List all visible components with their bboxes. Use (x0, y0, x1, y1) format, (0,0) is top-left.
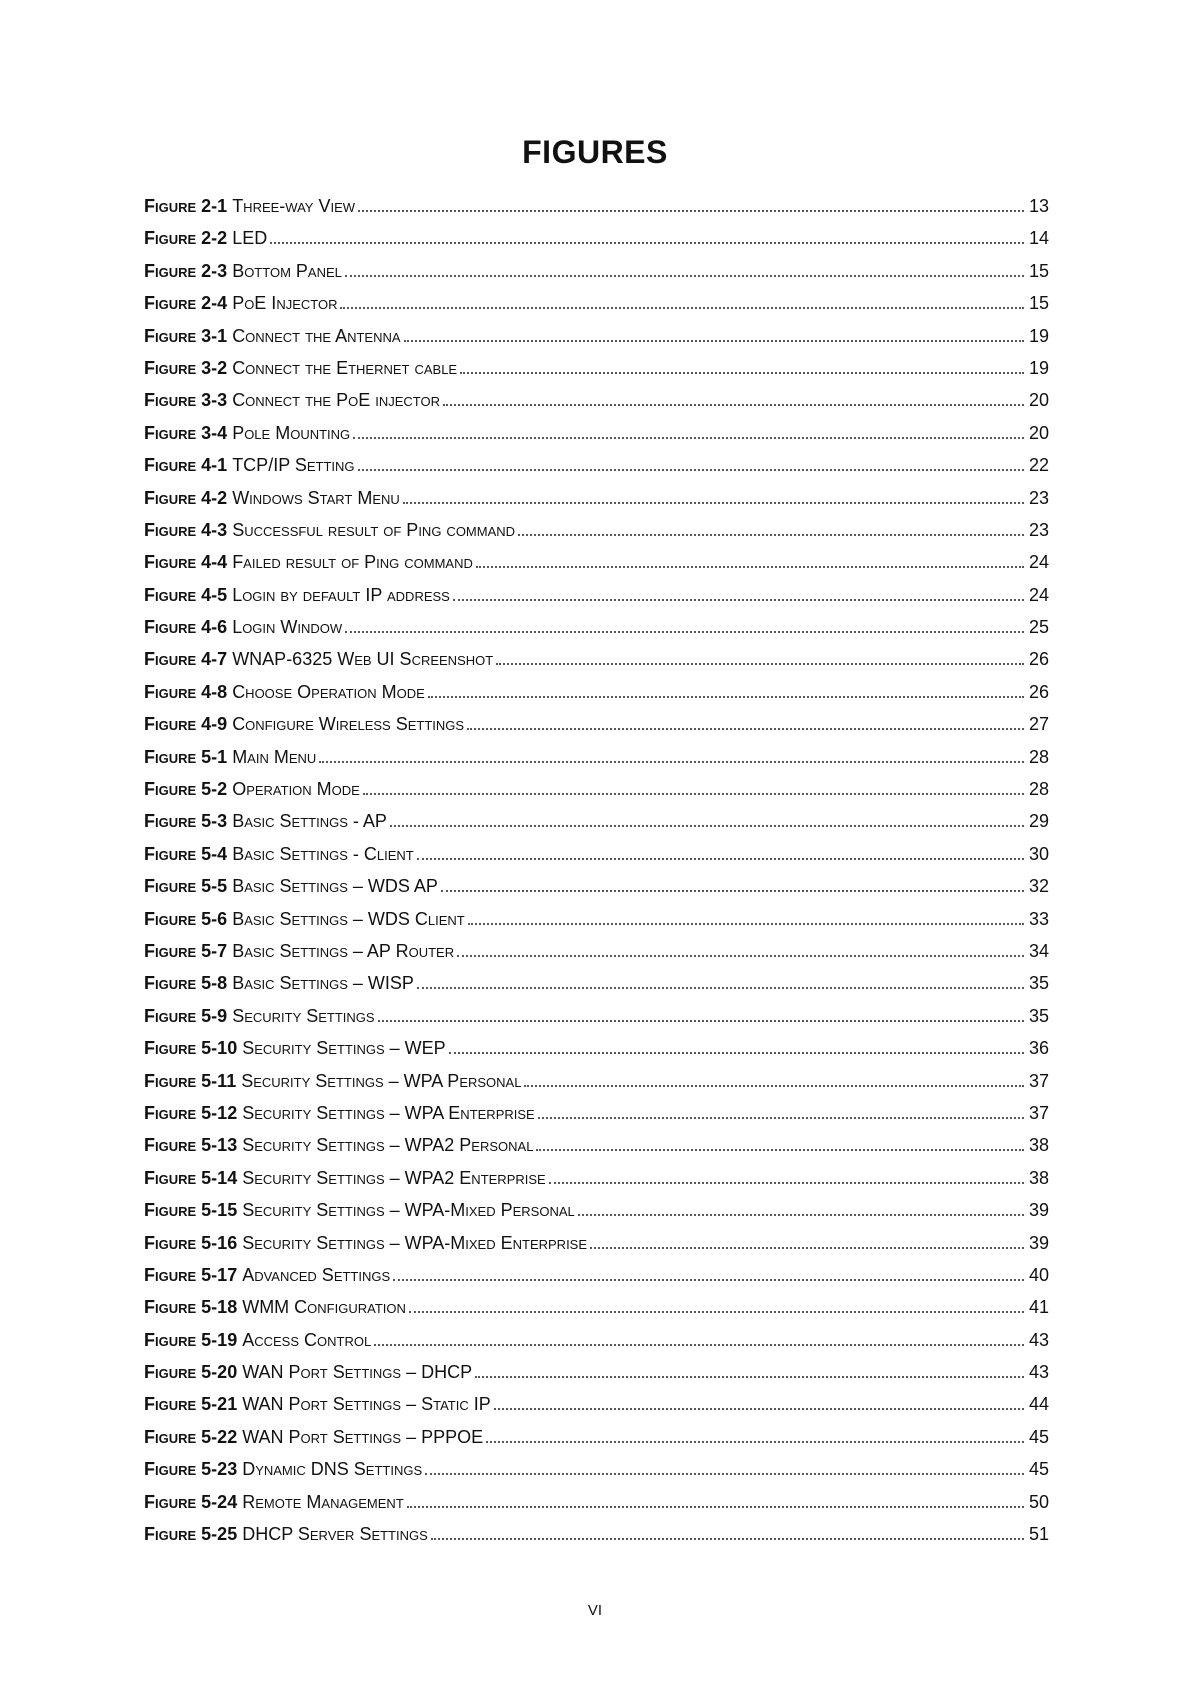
figure-label: Figure (144, 1264, 197, 1285)
figure-number: 2-4 (201, 293, 228, 314)
figure-number: 2-3 (201, 260, 228, 281)
figure-label: Figure (144, 681, 197, 702)
figure-caption: Configure Wireless Settings (232, 714, 465, 735)
figure-caption: WMM Configuration (242, 1297, 406, 1318)
figure-caption: Connect the Ethernet cable (232, 357, 458, 378)
figure-label: Figure (144, 714, 197, 735)
figure-label: Figure (144, 1070, 197, 1091)
toc-entry[interactable] (144, 1492, 1049, 1524)
toc-entry[interactable] (144, 196, 1049, 228)
figure-caption: Remote Management (242, 1491, 404, 1512)
page-number: 51 (1028, 1524, 1049, 1545)
figure-number: 4-1 (201, 455, 228, 476)
toc-entry[interactable] (144, 1265, 1049, 1297)
page-title: FIGURES (522, 134, 668, 170)
dot-leader (467, 728, 1024, 730)
figure-caption: Operation Mode (232, 779, 360, 800)
dot-leader (353, 437, 1024, 439)
dot-leader (378, 1020, 1024, 1022)
figure-label: Figure (144, 357, 197, 378)
figure-number: 5-4 (201, 843, 228, 864)
figure-number: 2-2 (201, 228, 228, 249)
figure-number: 5-3 (201, 811, 228, 832)
figure-label: Figure (144, 940, 197, 961)
toc-entry[interactable] (144, 682, 1049, 714)
figure-caption: Pole Mounting (232, 422, 351, 443)
toc-entry[interactable] (144, 1038, 1049, 1070)
dot-leader (403, 502, 1024, 504)
page-number: 24 (1028, 584, 1049, 605)
dot-leader (486, 1441, 1024, 1443)
toc-entry[interactable] (144, 649, 1049, 681)
figure-number: 5-11 (201, 1070, 237, 1091)
figure-label: Figure (144, 908, 197, 929)
figure-number: 4-4 (201, 552, 228, 573)
toc-entry[interactable] (144, 876, 1049, 908)
page-number: 41 (1028, 1297, 1049, 1318)
figure-number: 3-1 (201, 325, 228, 346)
dot-leader (449, 1052, 1024, 1054)
dot-leader (340, 307, 1024, 309)
page-number: 26 (1028, 681, 1049, 702)
dot-leader (538, 1117, 1024, 1119)
page-number: 13 (1028, 196, 1049, 216)
figure-number: 5-8 (201, 973, 228, 994)
dot-leader (358, 210, 1024, 212)
dot-leader (319, 761, 1024, 763)
figure-number: 5-18 (201, 1297, 238, 1318)
toc-entry[interactable] (144, 585, 1049, 617)
page-number: 30 (1028, 843, 1049, 864)
page-number: 40 (1028, 1264, 1049, 1285)
figure-caption: Bottom Panel (232, 260, 342, 281)
figure-label: Figure (144, 390, 197, 411)
toc-entry[interactable] (144, 488, 1049, 520)
dot-leader (345, 275, 1024, 277)
page-number: 26 (1028, 649, 1049, 670)
figure-number: 3-4 (201, 422, 228, 443)
toc-entry[interactable] (144, 1006, 1049, 1038)
figure-label: Figure (144, 487, 197, 508)
figure-caption: Security Settings – WPA-Mixed Personal (242, 1200, 575, 1221)
figure-caption: Main Menu (232, 746, 317, 767)
figure-label: Figure (144, 1329, 197, 1350)
dot-leader (358, 469, 1024, 471)
figure-caption: Security Settings – WEP (242, 1038, 446, 1059)
figure-caption: Windows Start Menu (232, 487, 400, 508)
figure-label: Figure (144, 811, 197, 832)
figure-caption: LED (232, 228, 268, 249)
figure-caption: Security Settings – WPA Personal (241, 1070, 522, 1091)
toc-entry[interactable] (144, 1394, 1049, 1426)
figure-number: 4-5 (201, 584, 228, 605)
dot-leader (524, 1085, 1024, 1087)
figure-caption: Choose Operation Mode (232, 681, 425, 702)
figure-label: Figure (144, 1167, 197, 1188)
figure-number: 5-25 (201, 1524, 238, 1545)
figure-caption: Login Window (232, 617, 343, 638)
page-number: 15 (1028, 293, 1049, 314)
page-number: 19 (1028, 325, 1049, 346)
figure-number: 5-9 (201, 1005, 228, 1026)
figure-number: 5-12 (201, 1102, 238, 1123)
page-number: 35 (1028, 1005, 1049, 1026)
page-number: 39 (1028, 1232, 1049, 1253)
table-of-figures (144, 196, 1049, 1556)
dot-leader (393, 1279, 1024, 1281)
figure-caption: Dynamic DNS Settings (242, 1459, 423, 1480)
dot-leader (409, 1311, 1024, 1313)
toc-entry[interactable] (144, 1071, 1049, 1103)
dot-leader (345, 631, 1024, 633)
figure-caption: Basic Settings – WDS Client (232, 908, 465, 929)
figure-label: Figure (144, 649, 197, 670)
figure-number: 4-3 (201, 519, 228, 540)
figure-number: 4-6 (201, 617, 228, 638)
figure-number: 5-17 (201, 1264, 238, 1285)
dot-leader (457, 955, 1024, 957)
dot-leader (549, 1182, 1024, 1184)
figure-caption: WAN Port Settings – PPPOE (242, 1426, 484, 1447)
toc-entry[interactable] (144, 747, 1049, 779)
toc-entry[interactable] (144, 779, 1049, 811)
figure-caption: Connect the Antenna (232, 325, 401, 346)
toc-entry[interactable] (144, 941, 1049, 973)
figure-number: 4-2 (201, 487, 228, 508)
figure-number: 3-3 (201, 390, 228, 411)
dot-leader (443, 404, 1024, 406)
figure-label: Figure (144, 1135, 197, 1156)
figure-number: 5-15 (201, 1200, 238, 1221)
toc-entry[interactable] (144, 261, 1049, 293)
figure-caption: Security Settings – WPA Enterprise (242, 1102, 535, 1123)
dot-leader (475, 1376, 1024, 1378)
toc-entry[interactable] (144, 455, 1049, 487)
page-number: 50 (1028, 1491, 1049, 1512)
dot-leader (270, 242, 1024, 244)
figure-label: Figure (144, 519, 197, 540)
figure-label: Figure (144, 617, 197, 638)
figure-number: 4-8 (201, 681, 228, 702)
figure-number: 4-7 (201, 649, 228, 670)
figure-number: 5-1 (201, 746, 228, 767)
figure-number: 2-1 (201, 196, 228, 216)
figure-caption: Advanced Settings (242, 1264, 391, 1285)
dot-leader (390, 825, 1024, 827)
toc-entry[interactable] (144, 1233, 1049, 1265)
page-number: 19 (1028, 357, 1049, 378)
toc-entry[interactable] (144, 1330, 1049, 1362)
figure-number: 5-23 (201, 1459, 238, 1480)
figure-caption: WNAP-6325 Web UI Screenshot (232, 649, 494, 670)
toc-entry[interactable] (144, 811, 1049, 843)
page-number: 34 (1028, 940, 1049, 961)
page-number: 45 (1028, 1426, 1049, 1447)
figure-label: Figure (144, 973, 197, 994)
figure-caption: TCP/IP Setting (232, 455, 355, 476)
dot-leader (536, 1149, 1024, 1151)
page-number: 15 (1028, 260, 1049, 281)
figure-number: 5-14 (201, 1167, 238, 1188)
page-number: 14 (1028, 228, 1049, 249)
page-number: 35 (1028, 973, 1049, 994)
figure-caption: Basic Settings - AP (232, 811, 387, 832)
figure-caption: Access Control (242, 1329, 372, 1350)
dot-leader (518, 534, 1024, 536)
figure-label: Figure (144, 843, 197, 864)
figure-label: Figure (144, 552, 197, 573)
figure-label: Figure (144, 422, 197, 443)
figure-number: 5-5 (201, 876, 228, 897)
page-number: 22 (1028, 455, 1049, 476)
page-number: 32 (1028, 876, 1049, 897)
figure-label: Figure (144, 1297, 197, 1318)
toc-entry[interactable] (144, 358, 1049, 390)
dot-leader (374, 1344, 1024, 1346)
toc-entry[interactable] (144, 844, 1049, 876)
figure-caption: Basic Settings - Client (232, 843, 414, 864)
toc-entry[interactable] (144, 390, 1049, 422)
figure-caption: Security Settings – WPA2 Personal (242, 1135, 534, 1156)
page-number: 23 (1028, 519, 1049, 540)
figure-label: Figure (144, 455, 197, 476)
page-footer-number: VI (587, 1602, 603, 1619)
toc-entry[interactable] (144, 973, 1049, 1005)
dot-leader (468, 923, 1024, 925)
figure-number: 5-19 (201, 1329, 238, 1350)
page-number: 28 (1028, 779, 1049, 800)
figure-number: 5-20 (201, 1362, 238, 1383)
dot-leader (578, 1214, 1024, 1216)
dot-leader (428, 696, 1024, 698)
page-number: 43 (1028, 1329, 1049, 1350)
toc-entry[interactable] (144, 293, 1049, 325)
figure-number: 3-2 (201, 357, 228, 378)
figure-number: 5-2 (201, 779, 228, 800)
figure-label: Figure (144, 1426, 197, 1447)
figure-number: 5-13 (201, 1135, 238, 1156)
figure-number: 4-9 (201, 714, 228, 735)
dot-leader (363, 793, 1024, 795)
figure-label: Figure (144, 584, 197, 605)
page-number: 20 (1028, 422, 1049, 443)
dot-leader (417, 987, 1024, 989)
page-number: 44 (1028, 1394, 1049, 1415)
toc-entry[interactable] (144, 552, 1049, 584)
figure-caption: Security Settings (232, 1005, 375, 1026)
dot-leader (417, 858, 1024, 860)
page-number: 38 (1028, 1135, 1049, 1156)
figure-label: Figure (144, 1394, 197, 1415)
figure-caption: Basic Settings – WISP (232, 973, 414, 994)
page-number: 20 (1028, 390, 1049, 411)
figure-label: Figure (144, 1200, 197, 1221)
dot-leader (431, 1538, 1024, 1540)
toc-entry[interactable] (144, 1200, 1049, 1232)
toc-entry[interactable] (144, 1135, 1049, 1167)
figure-caption: Basic Settings – WDS AP (232, 876, 438, 897)
page-number: 25 (1028, 617, 1049, 638)
page-number: 28 (1028, 746, 1049, 767)
figure-number: 5-24 (201, 1491, 238, 1512)
page-number: 36 (1028, 1038, 1049, 1059)
page-number: 37 (1028, 1070, 1049, 1091)
figure-label: Figure (144, 779, 197, 800)
page-number: 27 (1028, 714, 1049, 735)
toc-entry[interactable] (144, 1427, 1049, 1459)
figure-caption: Security Settings – WPA-Mixed Enterprise (242, 1232, 588, 1253)
figure-label: Figure (144, 325, 197, 346)
page-number: 43 (1028, 1362, 1049, 1383)
figure-number: 5-7 (201, 940, 228, 961)
figure-label: Figure (144, 1005, 197, 1026)
figure-label: Figure (144, 293, 197, 314)
page-number: 33 (1028, 908, 1049, 929)
figure-label: Figure (144, 876, 197, 897)
page-number: 45 (1028, 1459, 1049, 1480)
figure-caption: WAN Port Settings – Static IP (242, 1394, 491, 1415)
dot-leader (496, 663, 1024, 665)
toc-entry[interactable] (144, 326, 1049, 358)
toc-entry[interactable] (144, 714, 1049, 746)
figure-caption: DHCP Server Settings (242, 1524, 428, 1545)
figure-caption: Basic Settings – AP Router (232, 940, 455, 961)
figure-number: 5-10 (201, 1038, 238, 1059)
toc-entry[interactable] (144, 1524, 1049, 1556)
page-number: 29 (1028, 811, 1049, 832)
toc-entry[interactable] (144, 1297, 1049, 1329)
toc-entry[interactable] (144, 1168, 1049, 1200)
toc-entry[interactable] (144, 909, 1049, 941)
page-number: 39 (1028, 1200, 1049, 1221)
dot-leader (441, 890, 1024, 892)
toc-entry[interactable] (144, 423, 1049, 455)
figure-number: 5-22 (201, 1426, 238, 1447)
figure-caption: Three-way View (232, 196, 356, 216)
figure-label: Figure (144, 1524, 197, 1545)
page-number: 24 (1028, 552, 1049, 573)
toc-entry[interactable] (144, 520, 1049, 552)
toc-entry[interactable] (144, 228, 1049, 260)
figure-caption: WAN Port Settings – DHCP (242, 1362, 473, 1383)
dot-leader (494, 1408, 1024, 1410)
figure-label: Figure (144, 228, 197, 249)
figure-caption: Login by default IP address (232, 584, 450, 605)
figure-label: Figure (144, 196, 197, 216)
figure-caption: Failed result of Ping command (232, 552, 473, 573)
toc-entry[interactable] (144, 1103, 1049, 1135)
figure-number: 5-21 (201, 1394, 238, 1415)
figure-label: Figure (144, 746, 197, 767)
toc-entry[interactable] (144, 1362, 1049, 1394)
page-number: 38 (1028, 1167, 1049, 1188)
figure-label: Figure (144, 1232, 197, 1253)
dot-leader (404, 340, 1024, 342)
figure-caption: Security Settings – WPA2 Enterprise (242, 1167, 546, 1188)
figure-label: Figure (144, 1459, 197, 1480)
figure-number: 5-16 (201, 1232, 238, 1253)
figure-label: Figure (144, 1102, 197, 1123)
figure-label: Figure (144, 1038, 197, 1059)
toc-entry[interactable] (144, 1459, 1049, 1491)
dot-leader (460, 372, 1024, 374)
figure-label: Figure (144, 1362, 197, 1383)
figure-number: 5-6 (201, 908, 228, 929)
toc-entry[interactable] (144, 617, 1049, 649)
page-number: 23 (1028, 487, 1049, 508)
figure-caption: Connect the PoE injector (232, 390, 440, 411)
dot-leader (453, 599, 1024, 601)
figure-label: Figure (144, 1491, 197, 1512)
dot-leader (425, 1473, 1024, 1475)
dot-leader (476, 566, 1024, 568)
dot-leader (407, 1506, 1024, 1508)
figure-caption: PoE Injector (232, 293, 338, 314)
page-number: 37 (1028, 1102, 1049, 1123)
figure-label: Figure (144, 260, 197, 281)
dot-leader (590, 1247, 1024, 1249)
figure-caption: Successful result of Ping command (232, 519, 516, 540)
